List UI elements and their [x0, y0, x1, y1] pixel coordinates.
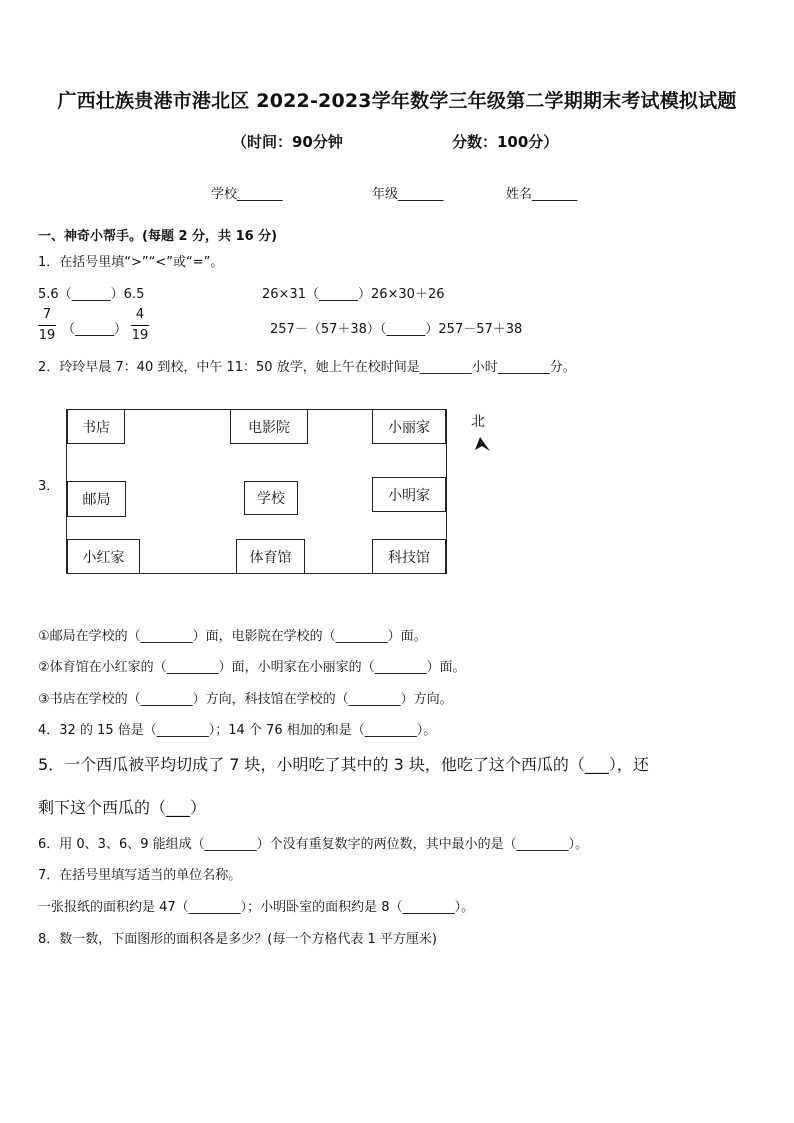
map-post-office: 邮局 — [67, 481, 126, 517]
exam-score: 分数：100分） — [452, 133, 559, 151]
fraction-numerator: 4 — [135, 307, 145, 322]
map-bookstore: 书店 — [67, 409, 125, 444]
q5-line2: 剩下这个西瓜的（___） — [38, 798, 207, 817]
q1-item-b: 26×31（______）26×30＋26 — [262, 287, 445, 302]
fraction-numerator: 7 — [42, 307, 52, 322]
map-school: 学校 — [244, 481, 298, 515]
q1-item-d: 257－（57＋38）（______）257－57＋38 — [270, 322, 523, 337]
q3-number: 3． — [38, 479, 60, 494]
school-field: 学校_______ — [211, 187, 283, 202]
map-xiaohong-home: 小红家 — [67, 539, 140, 574]
north-label: 北 — [471, 414, 485, 430]
q7-line: 一张报纸的面积约是 47（________）；小明卧室的面积约是 8（________）。 — [38, 900, 475, 915]
grade-field: 年级_______ — [372, 187, 444, 202]
fraction-denominator: 19 — [38, 328, 56, 343]
section-heading: 一、神奇小帮手。(每题 2 分，共 16 分) — [38, 229, 278, 244]
q8-stem: 8．数一数，下面图形的面积各是多少？(每一个方格代表 1 平方厘米) — [38, 932, 437, 947]
q2-stem: 2．玲玲早晨 7：40 到校，中午 11：50 放学，她上午在校时间是________小时________分。 — [38, 360, 576, 375]
q1-fraction-right — [131, 306, 149, 345]
map-xiaoli-home: 小丽家 — [372, 409, 446, 444]
q1-fraction-blank: （______） — [62, 322, 128, 337]
fraction-bar — [38, 325, 56, 326]
q4-stem: 4．32 的 15 倍是（________）；14 个 76 相加的和是（________）。 — [38, 723, 437, 738]
exam-time: （时间：90分钟 — [232, 133, 343, 151]
north-arrow-icon — [472, 435, 492, 455]
name-field: 姓名_______ — [506, 187, 578, 202]
q3-sub3: ③书店在学校的（________）方向，科技馆在学校的（________）方向。 — [38, 692, 453, 707]
map-cinema: 电影院 — [230, 409, 308, 444]
exam-title: 广西壮族贵港市港北区 2022-2023学年数学三年级第二学期期末考试模拟试题 — [57, 90, 737, 112]
q3-sub1: ①邮局在学校的（________）面，电影院在学校的（________）面。 — [38, 629, 427, 644]
fraction-denominator: 19 — [131, 328, 149, 343]
map-stadium: 体育馆 — [236, 539, 305, 574]
q3-sub2: ②体育馆在小红家的（________）面，小明家在小丽家的（________）面。 — [38, 660, 466, 675]
map-xiaoming-home: 小明家 — [372, 477, 446, 512]
q6-stem: 6．用 0、3、6、9 能组成（________）个没有重复数字的两位数，其中最小的是（________）。 — [38, 837, 589, 852]
map-science-museum: 科技馆 — [372, 539, 446, 574]
q1-fraction-left — [38, 306, 56, 345]
fraction-bar — [131, 325, 149, 326]
q1-item-a: 5.6（______）6.5 — [38, 287, 145, 302]
q7-stem: 7．在括号里填写适当的单位名称。 — [38, 868, 242, 883]
q1-stem: 1．在括号里填“>”“<”或“=”。 — [38, 255, 224, 270]
q5-line1: 5．一个西瓜被平均切成了 7 块，小明吃了其中的 3 块，他吃了这个西瓜的（___），还 — [38, 755, 649, 774]
